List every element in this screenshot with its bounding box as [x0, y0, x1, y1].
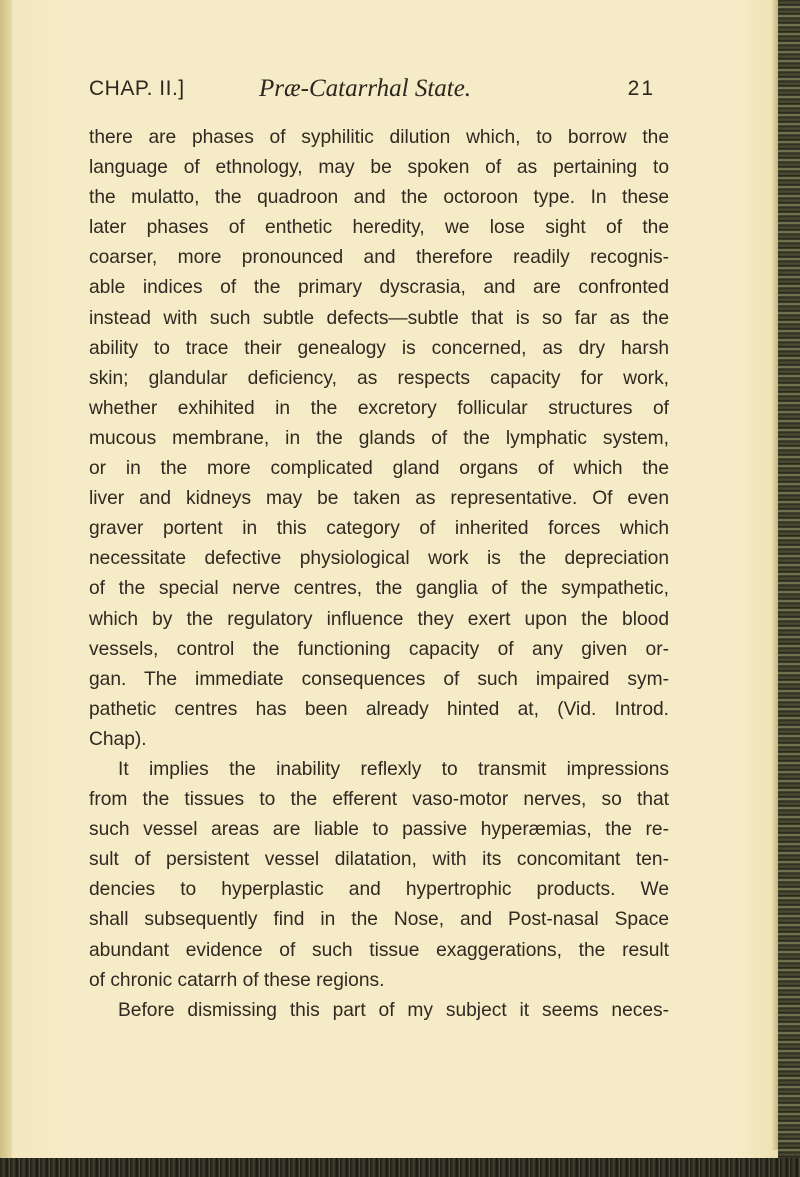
text-line: of chronic catarrh of these regions.: [89, 969, 385, 991]
text-line: skin; glandular deficiency, as respects capacity for work,: [89, 367, 669, 389]
text-line: there are phases of syphilitic dilution which, to borrow the: [89, 127, 669, 148]
text-line: of the special nerve centres, the ganglia of the sympathetic,: [89, 578, 669, 600]
text-line: graver portent in this category of inherited forces which: [89, 518, 669, 540]
text-line: able indices of the primary dyscrasia, and are confronted: [89, 277, 669, 299]
text-line: dencies to hyperplastic and hypertrophic products. We: [89, 879, 669, 901]
text-line: pathetic centres has been already hinted at, (Vid. Introd.: [89, 698, 669, 720]
text-line: mucous membrane, in the glands of the lymphatic system,: [89, 427, 669, 449]
page-gutter: [0, 0, 12, 1177]
text-line: necessitate defective physiological work is the depreciation: [89, 548, 669, 570]
text-line: ability to trace their genealogy is concerned, as dry harsh: [89, 337, 669, 359]
chapter-label: CHAP. II.]: [89, 77, 185, 100]
text-line: which by the regulatory influence they exert upon the blood: [89, 608, 669, 630]
text-line: later phases of enthetic heredity, we lose sight of the: [89, 217, 669, 239]
text-line: such vessel areas are liable to passive hyperæmias, the re-: [89, 819, 669, 841]
running-header: [89, 74, 655, 104]
text-line: sult of persistent vessel dilatation, with its concomitant ten-: [89, 849, 669, 871]
running-title: Præ-Catarrhal State.: [259, 75, 472, 102]
page-edge-stack: [778, 0, 800, 1160]
page-bottom-edge: [0, 1158, 800, 1177]
text-line: language of ethnology, may be spoken of as pertaining to: [89, 157, 669, 179]
text-line: or in the more complicated gland organs of which the: [89, 458, 669, 480]
text-line: whether exhihited in the excretory follicular structures of: [89, 397, 669, 419]
text-line: shall subsequently find in the Nose, and Post-nasal Space: [89, 909, 669, 931]
text-line: vessels, control the functioning capacity of any given or-: [89, 638, 669, 660]
text-line: Chap).: [89, 728, 147, 750]
page-number: 21: [627, 77, 655, 100]
text-line: from the tissues to the efferent vaso-motor nerves, so that: [89, 789, 669, 811]
body-text: [89, 123, 669, 1026]
text-line: gan. The immediate consequences of such impaired sym-: [89, 668, 669, 690]
text-line: coarser, more pronounced and therefore readily recognis-: [89, 247, 669, 269]
text-line: Before dismissing this part of my subject it seems neces-: [118, 999, 669, 1021]
text-line: liver and kidneys may be taken as representative. Of even: [89, 488, 669, 510]
text-line: the mulatto, the quadroon and the octoroon type. In these: [89, 187, 669, 209]
text-line: instead with such subtle defects—subtle that is so far as the: [89, 307, 669, 329]
text-line: abundant evidence of such tissue exaggerations, the result: [89, 939, 669, 961]
text-line: It implies the inability reflexly to transmit impressions: [118, 758, 669, 780]
